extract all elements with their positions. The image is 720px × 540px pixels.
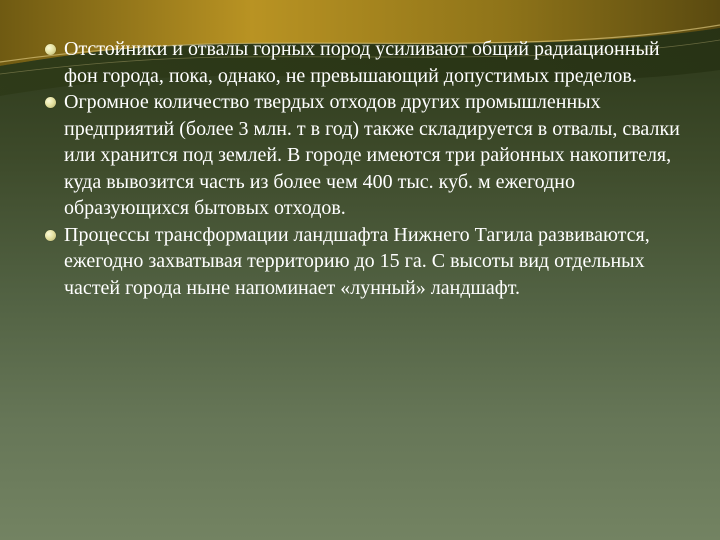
bullet-text: Отстойники и отвалы горных пород усиливают общий радиационный фон города, пока, однако, не превышающий допустимых пределов. [64, 38, 660, 87]
bullet-text: Процессы трансформации ландшафта Нижнего Тагила развиваются, ежегодно захватывая территорию до 15 га. С высоты вид отдельных частей города ныне напоминает «лунный» ландшафт. [64, 223, 650, 299]
bullet-item [44, 222, 684, 302]
bullet-text: Огромное количество твердых отходов других промышленных предприятий (более 3 млн. т в год) также складируется в отвалы, свалки или хранится под землей. В городе имеются три районных накопителя, куда вывозится часть из более чем 400 тыс. куб. м ежегодно образующихся бытовых отходов. [64, 91, 680, 219]
bullet-list [44, 36, 684, 301]
bullet-dot-icon [45, 97, 56, 108]
bullet-dot-icon [45, 44, 56, 55]
bullet-item [44, 36, 684, 89]
bullet-item [44, 89, 684, 222]
bullet-dot-icon [45, 230, 56, 241]
slide-content [44, 36, 684, 301]
